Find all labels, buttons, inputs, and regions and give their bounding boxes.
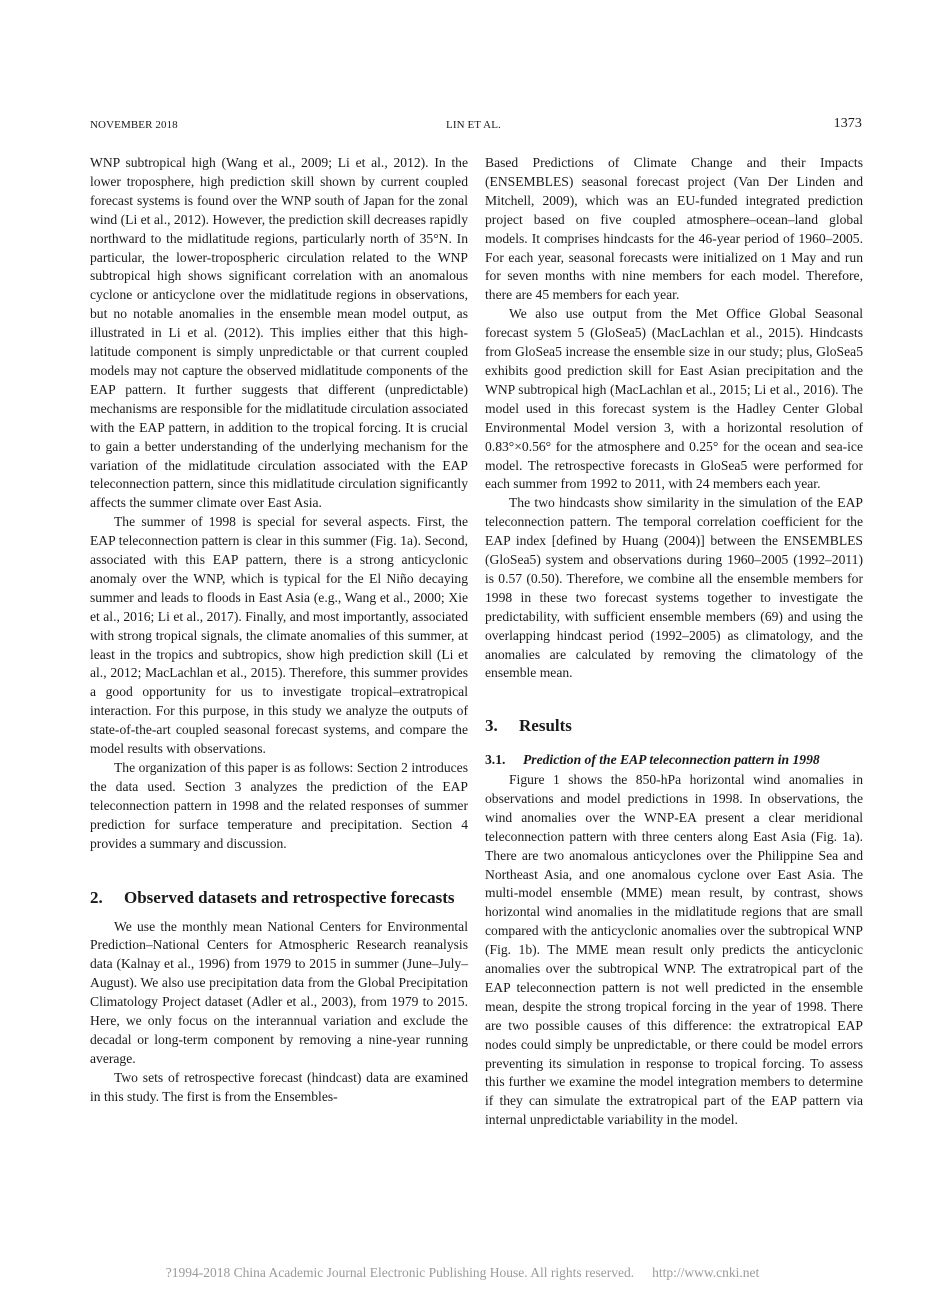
issue-date: NOVEMBER 2018 bbox=[90, 119, 178, 131]
paragraph: WNP subtropical high (Wang et al., 2009; Li et al., 2012). In the lower troposphere, high prediction skill shown by current coupled forecast systems is found over the WNP south of Japan for the zonal wind (Li et al., 2012). However, the prediction skill decreases rapidly northward to the midlatitude regions, particularly north of 35°N. In particular, the lower-tropospheric circulation related to the WNP subtropical high shows significant correlation with an anomalous cyclone or anticyclone over the midlatitude regions in observations, but no notable anomalies in the ensemble mean model output, as illustrated in Li et al. (2012). This implies either that this high-latitude component is simply unpredictable or that current coupled models may not capture the observed midlatitude components of the EAP pattern. It further suggests that different (unpredictable) mechanisms are responsible for the midlatitude circulation associated with the EAP pattern, in addition to the tropical forcing. It is crucial to gain a better understanding of the underlying mechanism for the variation of the midlatitude circulation associated with the EAP teleconnection pattern, since this midlatitude circulation significantly affects the summer climate over East Asia. bbox=[90, 155, 468, 511]
section-title: Results bbox=[519, 716, 572, 736]
subsection-number: 3.1. bbox=[485, 751, 506, 767]
section-number: 2. bbox=[90, 887, 103, 907]
running-authors: LIN ET AL. bbox=[446, 119, 501, 131]
paragraph: We use the monthly mean National Centers for Environmental Prediction–National Centers for Atmospheric Research reanalysis data (Kalnay et al., 1996) from 1979 to 2015 in summer (June–July–August). We also use precipitation data from the Global Precipitation Climatology Project dataset (Adler et al., 2003), from 1979 to 2015. Here, we only focus on the interannual variation and exclude the decadal or long-term component by removing a nine-year running average. bbox=[90, 918, 468, 1066]
paragraph: Based Predictions of Climate Change and their Impacts (ENSEMBLES) seasonal forecast project (Van Der Linden and Mitchell, 2009), which was an EU-funded integrated prediction project based on five coupled atmosphere–ocean–land global models. It comprises hindcasts for the 46-year period of 1960–2005. For each year, seasonal forecasts were initialized on 1 May and run for seven months with nine members for each model. Therefore, there are 45 members for each year. bbox=[485, 155, 863, 303]
subsection-title: Prediction of the EAP teleconnection pattern in 1998 bbox=[523, 751, 820, 767]
paragraph: The summer of 1998 is special for several aspects. First, the EAP teleconnection pattern is clear in this summer (Fig. 1a). Second, associated with this EAP pattern, there is a strong anticyclonic anomaly over the WNP, which is typical for the El Niño decaying summer and leads to floods in East Asia (e.g., Wang et al., 2000; Xie et al., 2016; Li et al., 2017). Finally, and most importantly, associated with strong tropical signals, the climate anomalies of this summer, at least in the tropics and subtropics, show high prediction skill (Li et al., 2012; MacLachlan et al., 2015). Therefore, this summer provides a good opportunity for us to investigate tropical–extratropical interaction. For this purpose, in this study we analyze the outputs of state-of-the-art coupled seasonal forecast systems, and compare the model results with observations. bbox=[90, 514, 468, 757]
right-column bbox=[485, 154, 863, 1130]
paragraph: Figure 1 shows the 850-hPa horizontal wind anomalies in observations and model predictions in 1998. In observations, the wind anomalies over the WNP-EA present a clear meridional teleconnection pattern with three centers along East Asia (Fig. 1a). There are two anomalous anticyclones over the Philippine Sea and Northeast Asia, and one anomalous cyclone over East Asia. The multi-model ensemble (MME) mean result, by contrast, shows horizontal wind anomalies in the midlatitude regions that are small compared with the anticyclonic anomalies over the subtropical WNP (Fig. 1b). The MME mean result only predicts the anticyclonic anomalies over the subtropical WNP. The extratropical part of the EAP teleconnection pattern is not well predicted in the ensemble mean, despite the strong tropical forcing in the year of 1998. There are two possible causes of this difference: the extratropical EAP nodes could simply be unpredictable, or there could be model errors preventing its simulation in response to tropical forcing. To assess this further we examine the model integration members to determine if they can simulate the extratropical part of the EAP pattern via internal unpredictable variability in the model. bbox=[485, 771, 863, 1128]
paragraph: We also use output from the Met Office Global Seasonal forecast system 5 (GloSea5) (MacLachlan et al., 2015). Hindcasts from GloSea5 increase the ensemble size in our study; plus, GloSea5 exhibits good prediction skill for East Asian precipitation and the WNP subtropical high (MacLachlan et al., 2015; Li et al., 2016). The model used in this forecast system is the Hadley Center Global Environmental Model version 3, with a horizontal resolution of 0.83°×0.56° for the atmosphere and 0.25° for the ocean and sea-ice model. The retrospective forecasts in GloSea5 were performed for each summer from 1992 to 2011, with 24 members each year. bbox=[485, 306, 863, 492]
page-number: 1373 bbox=[833, 116, 862, 131]
section-title: Observed datasets and retrospective forecasts bbox=[124, 887, 455, 907]
copyright-text: ?1994-2018 China Academic Journal Electronic Publishing House. All rights reserved. bbox=[165, 1265, 635, 1280]
section-2-heading bbox=[90, 887, 468, 908]
section-3-heading bbox=[485, 715, 863, 736]
subsection-3-1-heading bbox=[485, 750, 863, 769]
left-column bbox=[90, 154, 468, 1107]
paragraph: The two hindcasts show similarity in the simulation of the EAP teleconnection pattern. The temporal correlation coefficient for the EAP index [defined by Huang (2004)] between the ENSEMBLES (GloSea5) system and observations during 1960–2005 (1992–2011) is 0.57 (0.50). Therefore, we combine all the ensemble members for 1998 in these two forecast systems together to investigate the predictability, with sufficient ensemble members (69) and using the overlapping hindcast period (1992–2005) as climatology, and the anomalies are calculated by removing the climatology of the ensemble mean. bbox=[485, 495, 863, 681]
paragraph: The organization of this paper is as follows: Section 2 introduces the data used. Section 3 analyzes the prediction of the EAP teleconnection pattern in 1998 and the related responses of summer prediction for surface temperature and precipitation. Section 4 provides a summary and discussion. bbox=[90, 760, 468, 851]
paragraph: Two sets of retrospective forecast (hindcast) data are examined in this study. The first is from the Ensembles- bbox=[90, 1069, 468, 1104]
copyright-footer bbox=[0, 1265, 925, 1281]
footer-url[interactable]: http://www.cnki.net bbox=[652, 1265, 760, 1280]
running-header bbox=[90, 118, 862, 134]
section-number: 3. bbox=[485, 716, 498, 736]
